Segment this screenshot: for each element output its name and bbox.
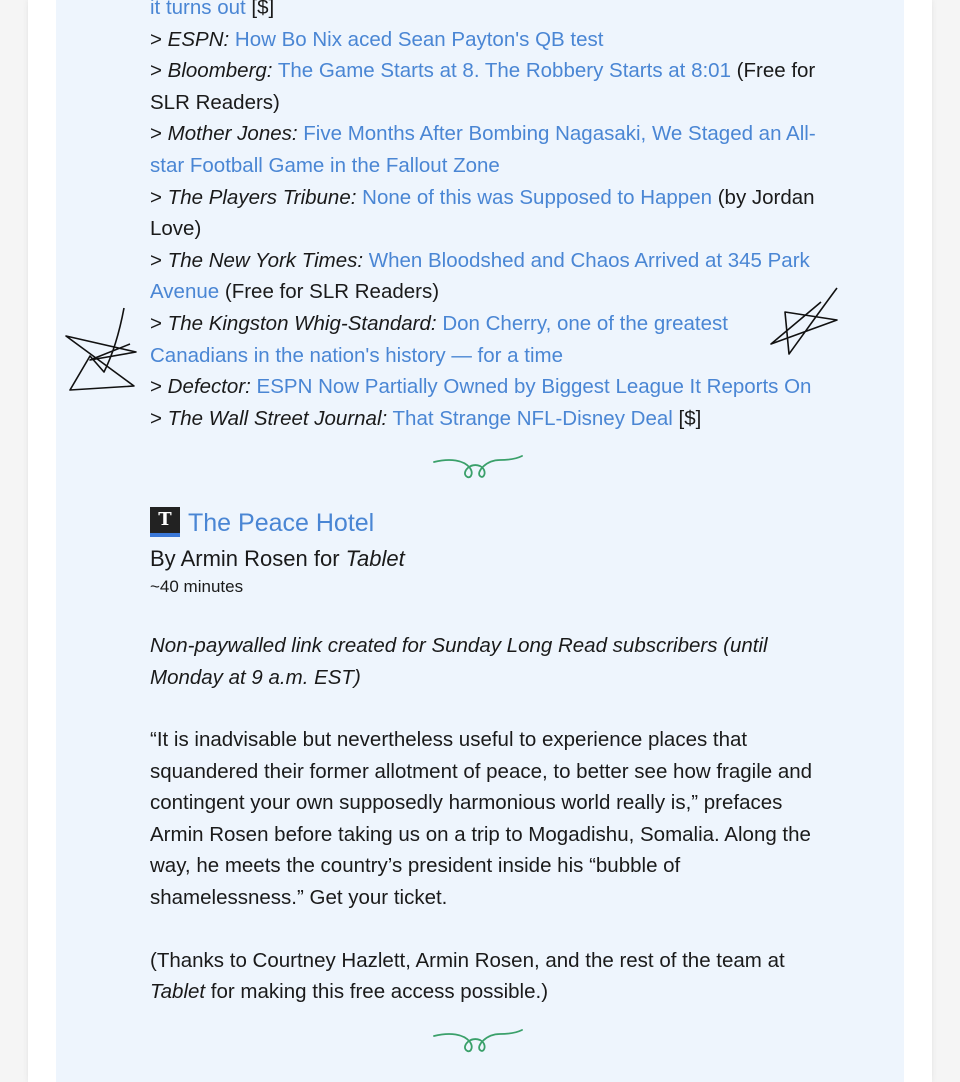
star-doodle-left-icon bbox=[60, 300, 144, 404]
link-headline[interactable]: ESPN Now Partially Owned by Biggest League It Reports On bbox=[256, 375, 812, 399]
thanks-note: (Thanks to Courtney Hazlett, Armin Rosen, and the rest of the team at Tablet for making this free access possible.) bbox=[150, 948, 785, 1004]
link-source: The Wall Street Journal: bbox=[167, 406, 388, 430]
link-headline[interactable]: When Bloodshed and Chaos Arrived at 345 Park Avenue bbox=[150, 248, 810, 304]
story-title-link[interactable]: The Peace Hotel bbox=[188, 509, 375, 538]
link-item-espn: > ESPN: How Bo Nix aced Sean Payton's QB test bbox=[150, 27, 604, 51]
link-source: ESPN: bbox=[167, 27, 230, 51]
byline-publication: Tablet bbox=[345, 545, 405, 571]
story-description: “It is inadvisable but nevertheless useful to experience places that squandered their former allotment of peace, to better see how fragile and contingent your own supposedly harmonious world really is,” prefaces Armin Rosen before taking us on a trip to Mogadishu, Somalia. Along the way, he meets the country’s president inside his “bubble of shamelessness.” Get your ticket. bbox=[150, 728, 813, 910]
link-headline[interactable]: Five Months After Bombing Nagasaki, We Staged an All-star Football Game in the Fallout Zone bbox=[150, 122, 816, 177]
reading-time: ~40 minutes bbox=[150, 576, 244, 596]
link-headline[interactable]: Don Cherry, one of the greatest Canadians in the nation's history — for a time bbox=[150, 311, 728, 367]
link-item-whig-standard: > The Kingston Whig-Standard: Don Cherry, one of the greatest Canadians in the nation's history — for a time bbox=[150, 311, 728, 367]
link-item-nyt: > The New York Times: When Bloodshed and Chaos Arrived at 345 Park Avenue (Free for SLR Readers) bbox=[150, 248, 810, 304]
link-source: The Players Tribune: bbox=[167, 185, 357, 209]
article-content bbox=[150, 0, 820, 1072]
link-headline[interactable]: How Bo Nix aced Sean Payton's QB test bbox=[234, 27, 604, 51]
link-headline[interactable]: The Game Starts at 8. The Robbery Starts at 8:01 bbox=[277, 59, 731, 83]
link-item-fragment-link[interactable]: it turns out bbox=[150, 0, 246, 19]
link-source: Mother Jones: bbox=[167, 122, 298, 146]
tablet-logo-icon: T bbox=[150, 507, 180, 537]
section-divider bbox=[150, 434, 820, 498]
paywall-note: Non-paywalled link created for Sunday Long Read subscribers (until Monday at 9 a.m. EST) bbox=[150, 633, 768, 689]
link-source: The New York Times: bbox=[167, 248, 364, 272]
link-source: The Kingston Whig-Standard: bbox=[167, 311, 437, 335]
link-item-wsj: > The Wall Street Journal: That Strange NFL-Disney Deal [$] bbox=[150, 406, 702, 430]
flourish-divider-icon bbox=[430, 450, 526, 484]
link-item-mother-jones: > Mother Jones: Five Months After Bombing Nagasaki, We Staged an All-star Football Game in the Fallout Zone bbox=[150, 122, 816, 177]
link-item-defector: > Defector: ESPN Now Partially Owned by Biggest League It Reports On bbox=[150, 375, 812, 399]
section-divider-bottom bbox=[150, 1008, 820, 1072]
story-header bbox=[150, 508, 820, 540]
story-byline: By Armin Rosen for Tablet bbox=[150, 545, 405, 571]
link-item-fragment bbox=[150, 0, 820, 24]
link-headline[interactable]: None of this was Supposed to Happen bbox=[362, 185, 713, 209]
link-item-fragment-suffix: [$] bbox=[245, 0, 275, 19]
link-source: Bloomberg: bbox=[167, 59, 273, 83]
thanks-publication: Tablet bbox=[150, 980, 206, 1004]
link-item-players-tribune: > The Players Tribune: None of this was Supposed to Happen (by Jordan Love) bbox=[150, 185, 815, 241]
flourish-divider-icon bbox=[430, 1024, 526, 1058]
link-item-bloomberg: > Bloomberg: The Game Starts at 8. The Robbery Starts at 8:01 (Free for SLR Readers) bbox=[150, 59, 816, 114]
link-headline[interactable]: That Strange NFL-Disney Deal bbox=[392, 406, 673, 430]
link-source: Defector: bbox=[167, 375, 251, 399]
